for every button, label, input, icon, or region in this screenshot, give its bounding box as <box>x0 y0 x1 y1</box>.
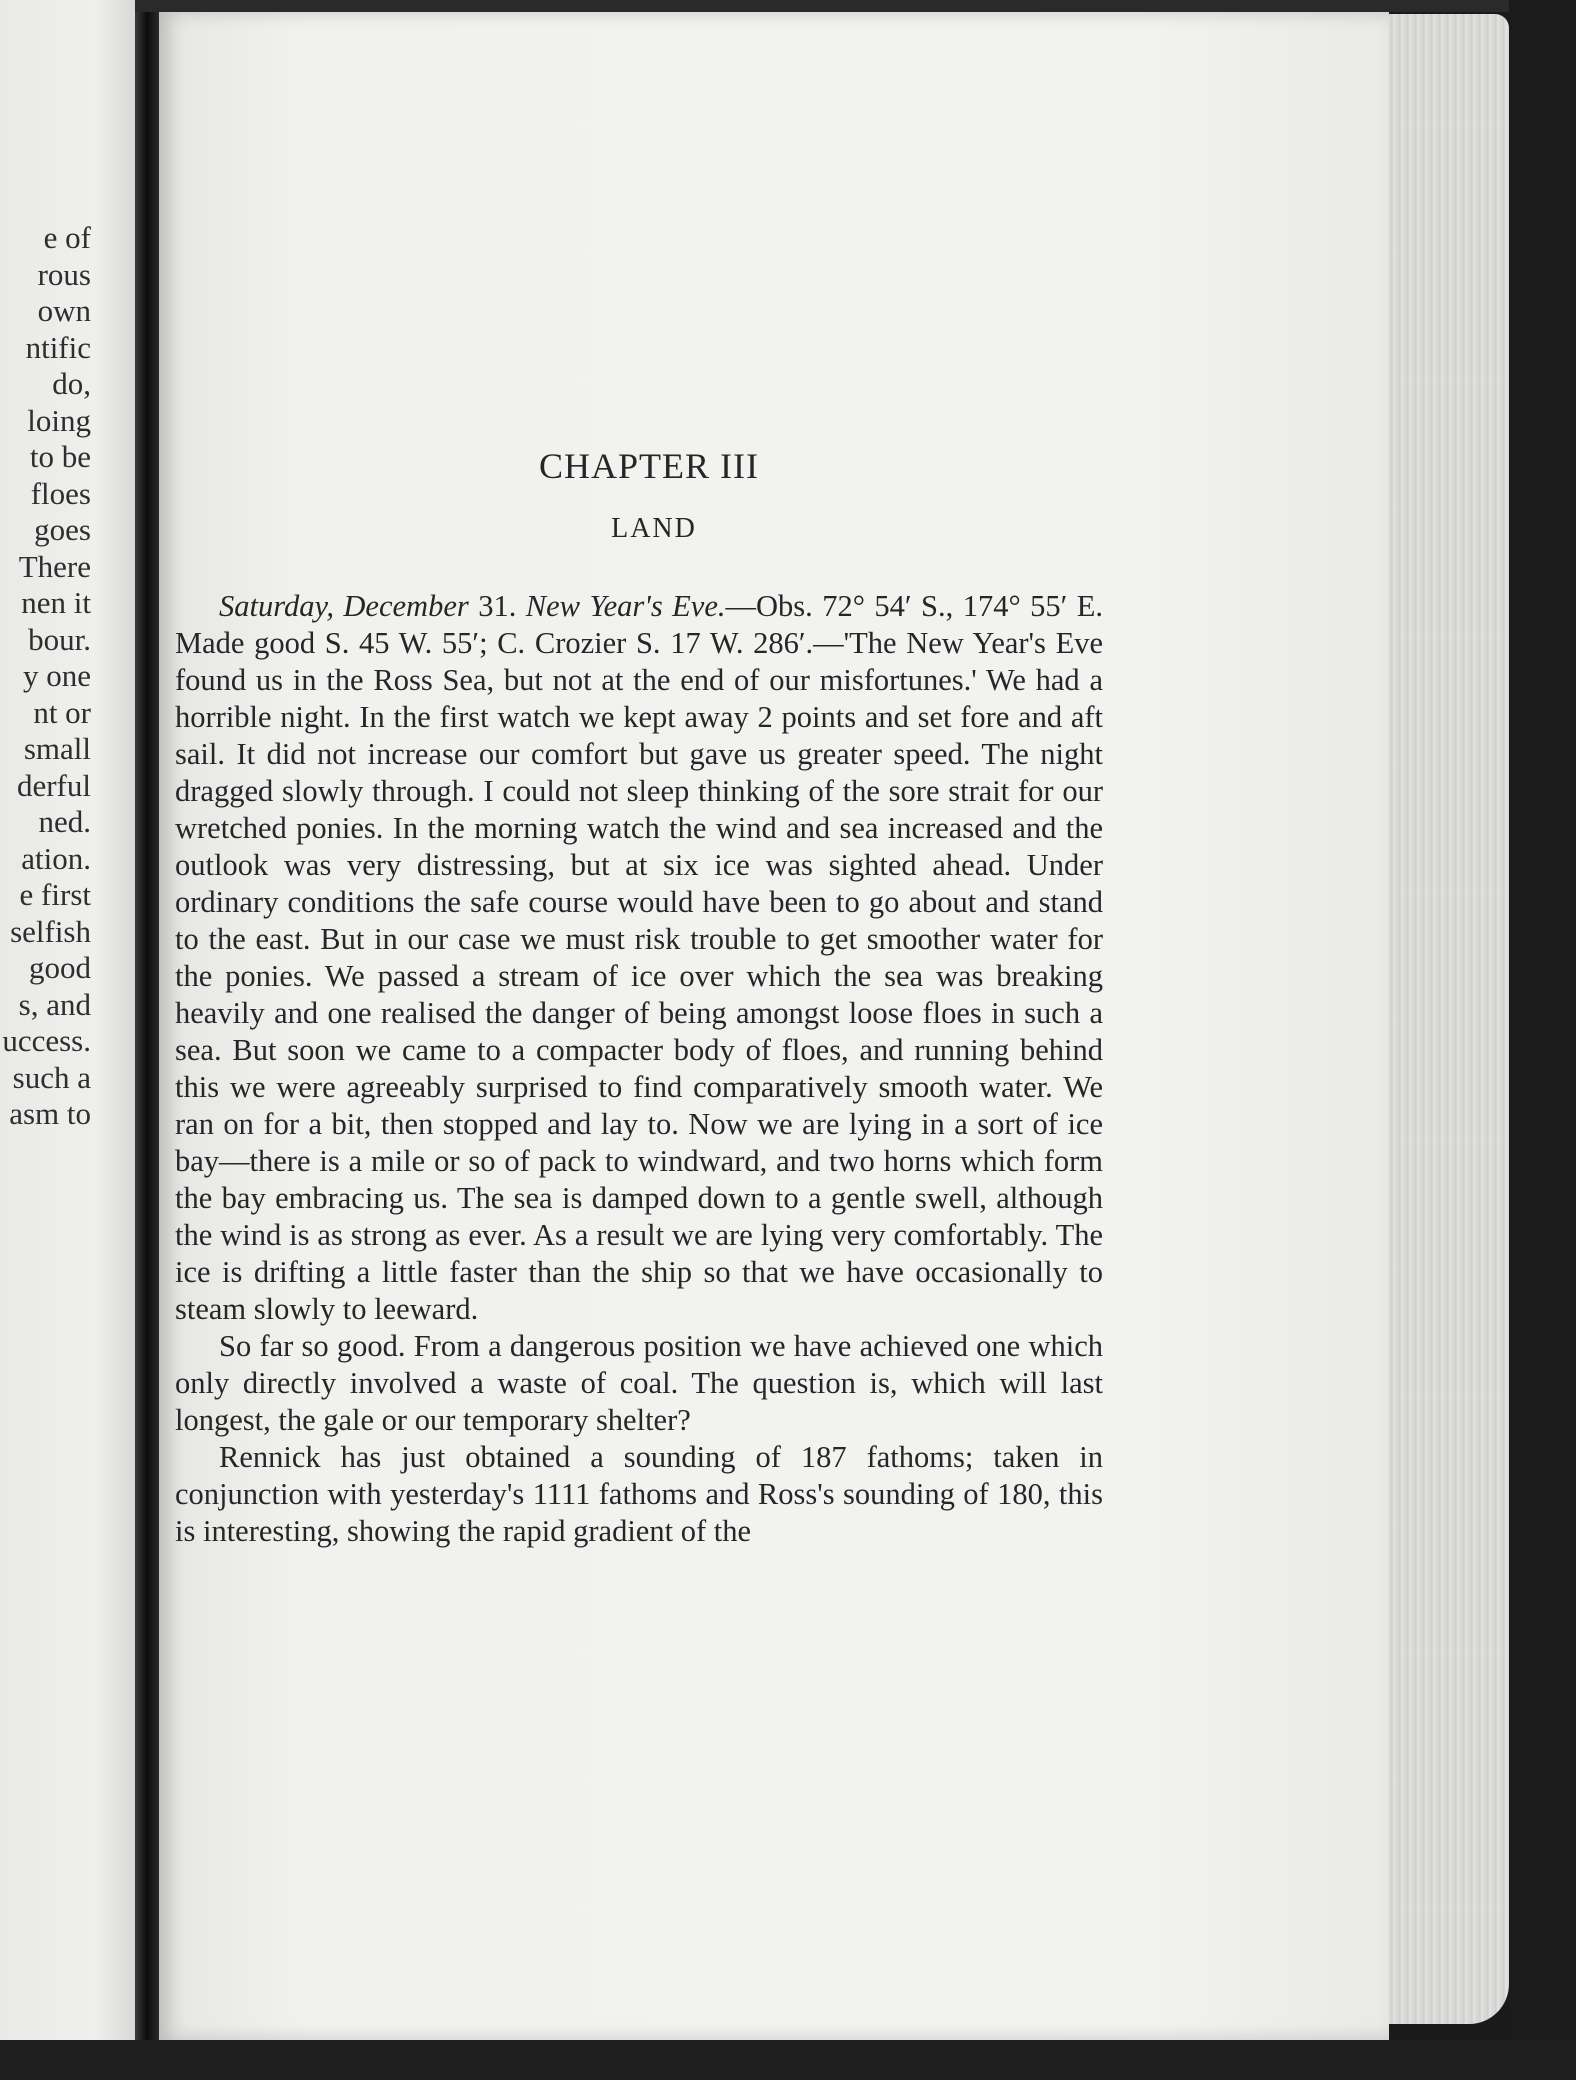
body-text <box>175 588 1103 1550</box>
previous-page-line: small <box>23 731 91 766</box>
previous-page-line: ntific <box>25 329 91 365</box>
previous-page-line: selfish <box>10 913 91 949</box>
previous-page-line: uccess. <box>2 1023 91 1058</box>
previous-page-line: nt or <box>33 694 91 730</box>
previous-page-line: ned. <box>38 804 91 839</box>
entry-date: Saturday, December <box>219 589 469 623</box>
page-content <box>175 440 1103 1550</box>
entry-day: 31. <box>468 589 526 623</box>
previous-page-line: s, and <box>18 986 91 1022</box>
paragraph-3: Rennick has just obtained a sounding of 187 fathoms; taken in conjunction with yesterday's 1111 fathoms and Ross's sounding of 180, this is interesting, showing the rapid gradient of the <box>175 1440 1103 1548</box>
previous-page-fragment <box>0 0 135 2080</box>
previous-page-line: goes <box>34 512 91 547</box>
previous-page-line: good <box>29 950 91 985</box>
previous-page-line: to be <box>29 439 91 474</box>
previous-page-line: loing <box>27 402 91 438</box>
previous-page-line: such a <box>12 1059 91 1095</box>
previous-page-line: nen it <box>21 585 91 620</box>
previous-page-line: e first <box>19 877 91 912</box>
bottom-background <box>0 2040 1576 2080</box>
section-title: LAND <box>611 513 697 544</box>
page-edges <box>1389 14 1509 2024</box>
book-gutter <box>135 0 159 2080</box>
previous-page-line: e of <box>43 220 91 255</box>
previous-page-line: derful <box>16 767 91 803</box>
right-background <box>1509 0 1576 2080</box>
paragraph-1 <box>175 588 1103 1328</box>
previous-page-line: ation. <box>21 840 91 876</box>
entry-occasion: New Year's Eve. <box>525 589 726 623</box>
previous-page-line: There <box>18 548 91 584</box>
previous-page-line: rous <box>37 256 91 292</box>
top-background <box>135 0 1576 12</box>
previous-page-line: do, <box>52 366 91 401</box>
previous-page-line: asm to <box>9 1096 91 1131</box>
previous-page-text <box>2 220 91 1133</box>
previous-page-line: y one <box>22 658 91 693</box>
previous-page-line: floes <box>30 475 91 511</box>
previous-page-line: own <box>37 293 91 328</box>
paragraph-1-text: —Obs. 72° 54′ S., 174° 55′ E. Made good S. 45 W. 55′; C. Crozier S. 17 W. 286′.—'The New Year's Eve found us in the Ross Sea, but not at the end of our misfortunes.' We had a horrible night. In the first watch we kept away 2 points and set fore and aft sail. It did not increase our comfort but gave us greater speed. The night dragged slowly through. I could not sleep thinking of the sore strait for our wretched ponies. In the morning watch the wind and sea increased and the outlook was very distressing, but at six ice was sighted ahead. Under ordinary conditions the safe course would have been to go about and stand to the east. But in our case we must risk trouble to get smoother water for the ponies. We passed a stream of ice over which the sea was breaking heavily and one realised the danger of being amongst loose floes in such a sea. But soon we came to a compacter body of floes, and running behind this we were agreeably surprised to find comparatively smooth water. We ran on for a bit, then stopped and lay to. Now we are lying in a sort of ice bay—there is a mile or so of pack to windward, and two horns which form the bay embracing us. The sea is damped down to a gentle swell, although the wind is as strong as ever. As a result we are lying very comfortably. The ice is drifting a little faster than the ship so that we have occasionally to steam slowly to leeward. <box>175 589 1104 1326</box>
chapter-title: CHAPTER III <box>539 446 759 486</box>
previous-page-line: bour. <box>28 621 91 657</box>
paragraph-2: So far so good. From a dangerous position we have achieved one which only directly involved a waste of coal. The question is, which will last longest, the gale or our temporary shelter? <box>175 1329 1103 1437</box>
